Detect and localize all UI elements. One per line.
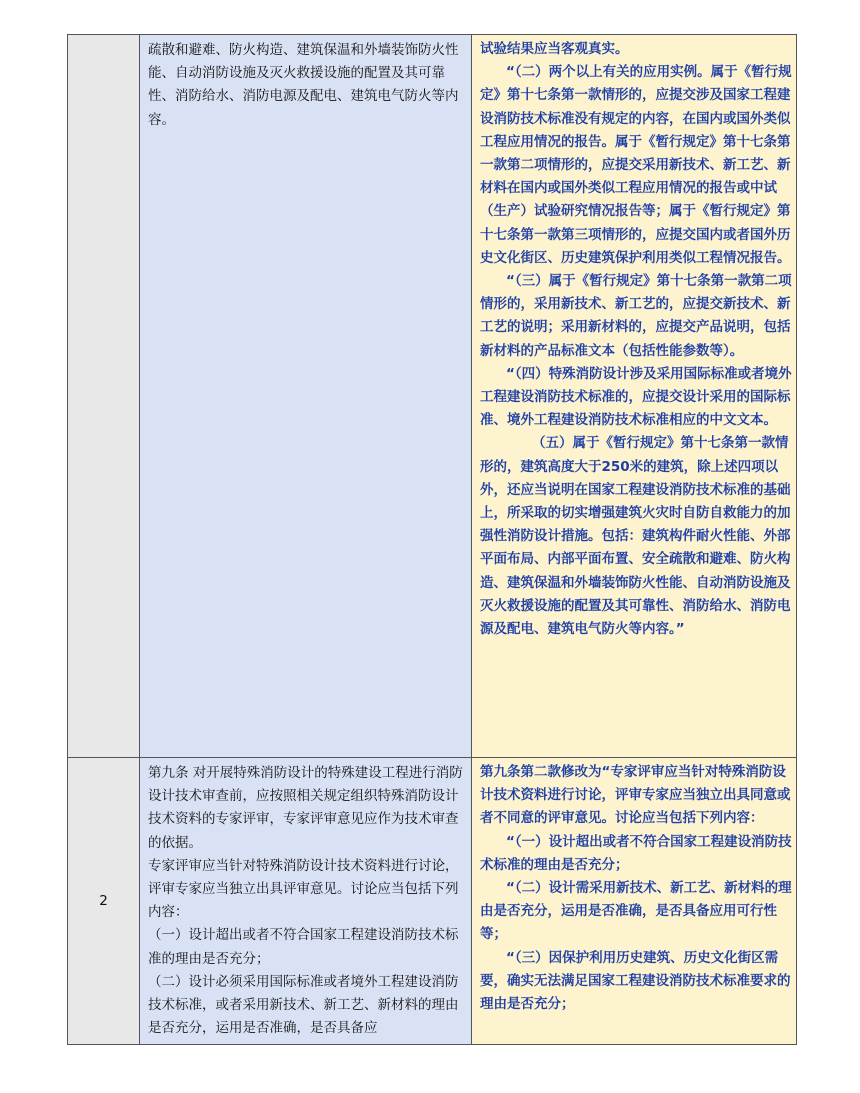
original-paragraph: （一）设计超出或者不符合国家工程建设消防技术标准的理由是否充分； [148,927,459,967]
revised-paragraph: “（三）因保护利用历史建筑、历史文化街区需要，确实无法满足国家工程建设消防技术标准要求的理由是否充分； [480,949,791,1013]
revised-paragraph: “（一）设计超出或者不符合国家工程建设消防技术标准的理由是否充分； [480,833,792,873]
revised-text-cell [472,758,797,1045]
revised-paragraph: 试验结果应当客观真实。 [480,41,629,57]
revised-paragraph: “（四）特殊消防设计涉及采用国际标准或者境外工程建设消防技术标准的，应提交设计采用的国际标准、境外工程建设消防技术标准相应的中文文本。 [480,365,792,429]
original-paragraph: 第九条 对开展特殊消防设计的特殊建设工程进行消防设计技术审查前，应按照相关规定组织特殊消防设计技术资料的专家评审，专家评审意见应作为技术审查的依据。 [148,765,463,851]
row-number-cell [68,35,140,758]
revised-text-cell [472,35,797,758]
original-text-cell [140,758,472,1045]
original-paragraph: 专家评审应当针对特殊消防设计技术资料进行讨论，评审专家应当独立出具评审意见。讨论应当包括下列内容： [148,857,459,921]
revised-paragraph: 第九条第二款修改为“专家评审应当针对特殊消防设计技术资料进行讨论，评审专家应当独立出具同意或者不同意的评审意见。讨论应当包括下列内容： [480,764,791,827]
revised-paragraph: “（二）设计需采用新技术、新工艺、新材料的理由是否充分，运用是否准确，是否具备应用可行性等； [480,880,792,943]
original-paragraph: （二）设计必须采用国际标准或者境外工程建设消防技术标准，或者采用新技术、新工艺、新材料的理由是否充分，运用是否准确，是否具备应 [148,973,459,1037]
revised-paragraph: （五）属于《暂行规定》第十七条第一款情形的，建筑高度大于250米的建筑，除上述四项以外，还应当说明在国家工程建设消防技术标准的基础上，所采取的切实增强建筑火灾时自防自救能力的加强性消防设计措施。包括：建筑构件耐火性能、外部平面布局、内部平面布置、安全疏散和避难、防火构造、建筑保温和外墙装饰防火性能、自动消防设施及灭火救援设施的配置及其可靠性、消防给水、消防电源及配电、建筑电气防火等内容。” [480,435,791,638]
original-text-cell [140,35,472,758]
table-row [68,35,797,758]
revision-comparison-table [67,34,797,1045]
revised-paragraph: “（三）属于《暂行规定》第十七条第一款第二项情形的，采用新技术、新工艺的，应提交新技术、新工艺的说明；采用新材料的，应提交产品说明，包括新材料的产品标准文本（包括性能参数等）。 [480,273,792,359]
original-paragraph: 疏散和避难、防火构造、建筑保温和外墙装饰防火性能、自动消防设施及灭火救援设施的配置及其可靠性、消防给水、消防电源及配电、建筑电气防火等内容。 [148,42,459,128]
table-row [68,758,797,1045]
revised-paragraph: “（二）两个以上有关的应用实例。属于《暂行规定》第十七条第一款情形的，应提交涉及国家工程建设消防技术标准没有规定的内容，在国内或国外类似工程应用情况的报告。属于《暂行规定》第十七条第一款第二项情形的，应提交采用新技术、新工艺、新材料在国内或国外类似工程应用情况的报告或中试（生产）试验研究情况报告等；属于《暂行规定》第十七条第一款第三项情形的，应提交国内或者国外历史文化街区、历史建筑保护利用类似工程情况报告。 [480,64,792,266]
row-number-cell: 2 [68,758,140,1045]
